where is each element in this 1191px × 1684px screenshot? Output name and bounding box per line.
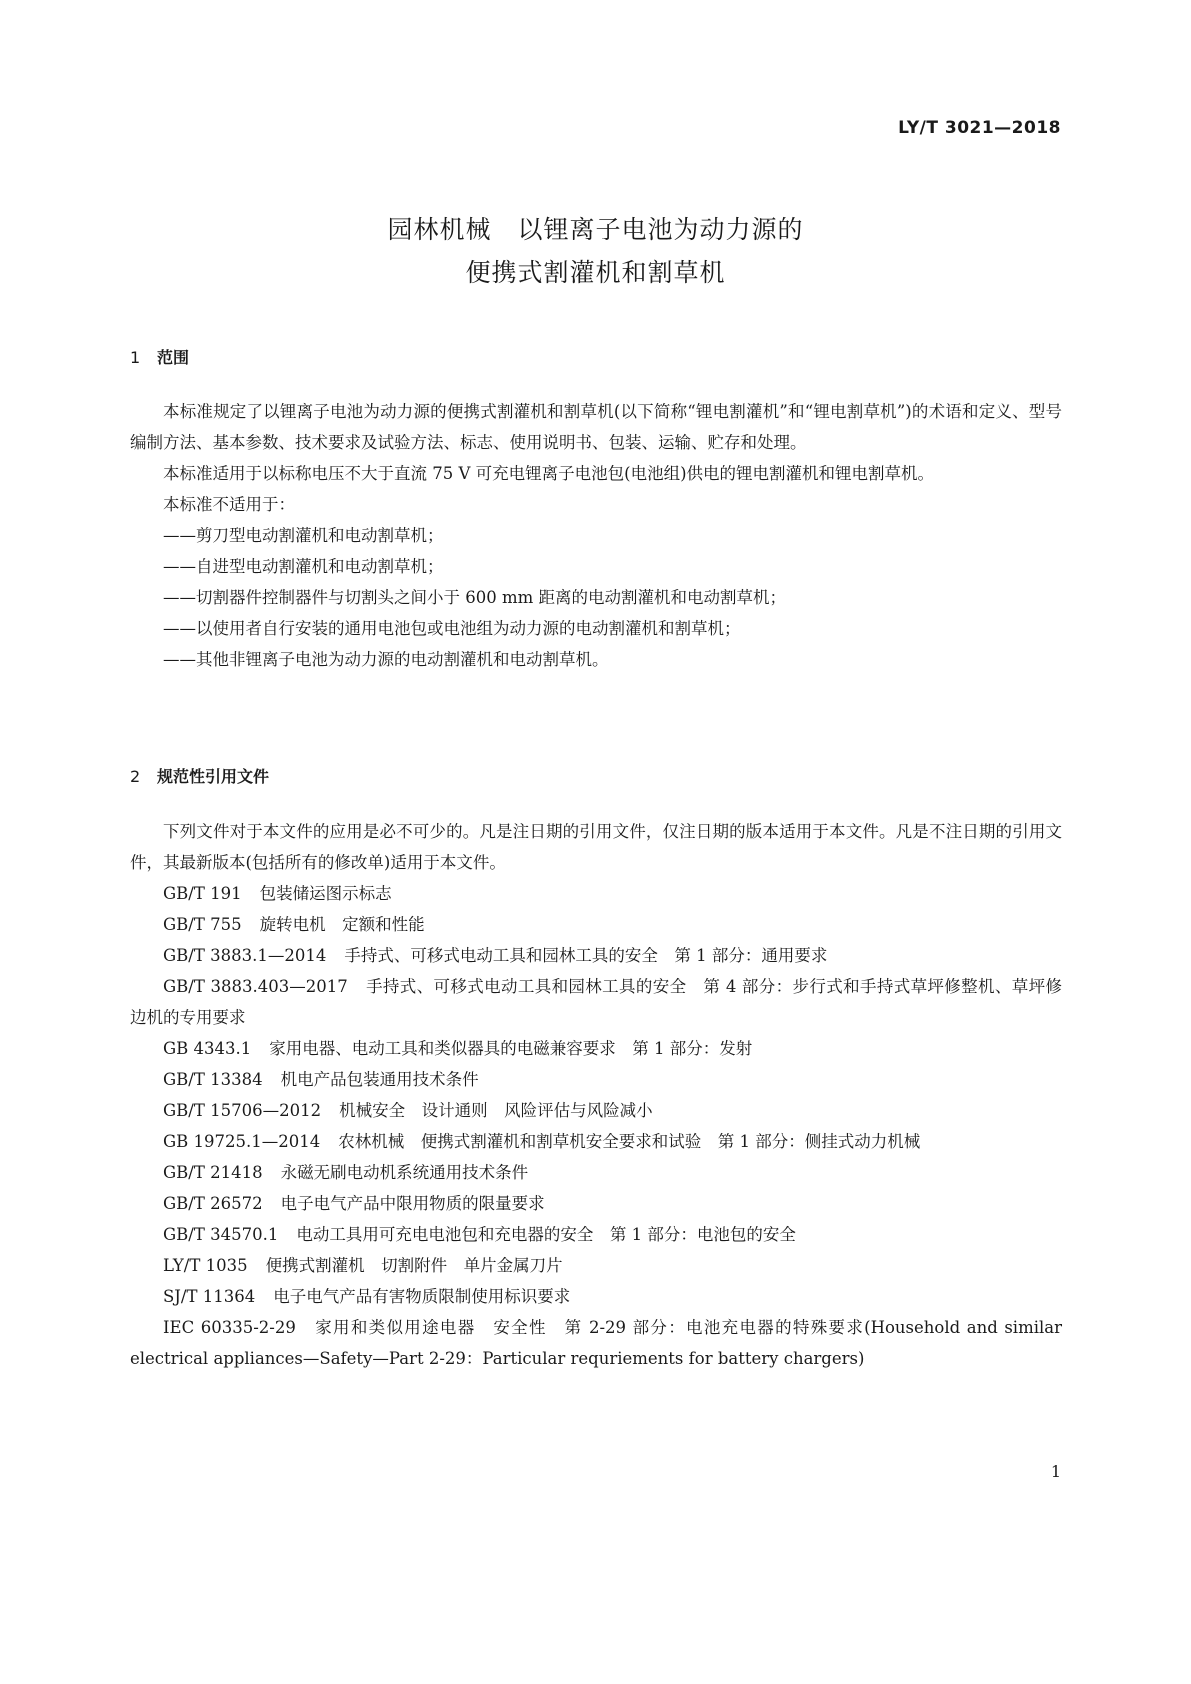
normative-intro: 下列文件对于本文件的应用是必不可少的。凡是注日期的引用文件，仅注日期的版本适用于本文件。凡是不注日期的引用文件，其最新版本(包括所有的修改单)适用于本文件。 [130, 822, 1062, 872]
reference-item [130, 1312, 1062, 1374]
reference-code: GB/T 26572 [163, 1194, 263, 1213]
exclusion-item: ——自进型电动割灌机和电动割草机； [163, 557, 444, 576]
section-number: 2 [130, 767, 141, 786]
reference-code: GB/T 13384 [163, 1070, 263, 1089]
title-line-2: 便携式割灌机和割草机 [465, 258, 726, 287]
reference-title: 便携式割灌机 切割附件 单片金属刀片 [265, 1256, 563, 1275]
reference-title: 电动工具用可充电电池包和充电器的安全 第 1 部分：电池包的安全 [296, 1225, 796, 1244]
reference-code: GB/T 3883.1—2014 [163, 946, 327, 965]
exclusion-item: ——剪刀型电动割灌机和电动割草机； [163, 526, 444, 545]
reference-item [130, 909, 1062, 940]
reference-code: GB/T 15706—2012 [163, 1101, 322, 1120]
reference-title: 电子电气产品中限用物质的限量要求 [280, 1194, 545, 1213]
scope-section-body [130, 396, 1062, 675]
reference-title: 机械安全 设计通则 风险评估与风险减小 [339, 1101, 653, 1120]
reference-code: GB/T 3883.403—2017 [163, 977, 348, 996]
reference-item [130, 1250, 1062, 1281]
reference-title: 包装储运图示标志 [259, 884, 392, 903]
reference-code: SJ/T 11364 [163, 1287, 256, 1306]
section-heading-scope [130, 345, 189, 368]
reference-title: 农林机械 便携式割灌机和割草机安全要求和试验 第 1 部分：侧挂式动力机械 [338, 1132, 921, 1151]
reference-title: 家用电器、电动工具和类似器具的电磁兼容要求 第 1 部分：发射 [269, 1039, 753, 1058]
section-heading-normative-references [130, 764, 269, 787]
scope-paragraph: 本标准规定了以锂离子电池为动力源的便携式割灌机和割草机(以下简称“锂电割灌机”和“锂电割草机”)的术语和定义、型号编制方法、基本参数、技术要求及试验方法、标志、使用说明书、包装、运输、贮存和处理。 [130, 402, 1062, 452]
exclusion-item: ——切割器件控制器件与切割头之间小于 600 mm 距离的电动割灌机和电动割草机； [163, 588, 787, 607]
document-title [0, 208, 1191, 294]
reference-code: GB/T 34570.1 [163, 1225, 279, 1244]
exclusion-item: ——以使用者自行安装的通用电池包或电池组为动力源的电动割灌机和割草机； [163, 619, 741, 638]
reference-code: IEC 60335-2-29 [163, 1318, 296, 1337]
reference-code: GB/T 21418 [163, 1163, 263, 1182]
reference-item [130, 1157, 1062, 1188]
exclusion-item: ——其他非锂离子电池为动力源的电动割灌机和电动割草机。 [163, 650, 609, 669]
reference-item [130, 1219, 1062, 1250]
reference-title: 手持式、可移式电动工具和园林工具的安全 第 1 部分：通用要求 [344, 946, 828, 965]
reference-item [130, 1064, 1062, 1095]
reference-title: 旋转电机 定额和性能 [259, 915, 425, 934]
scope-paragraph: 本标准适用于以标称电压不大于直流 75 V 可充电锂离子电池包(电池组)供电的锂电割灌机和锂电割草机。 [163, 464, 935, 483]
reference-item [130, 1188, 1062, 1219]
reference-title: 手持式、可移式电动工具和园林工具的安全 第 4 部分：步行式和手持式草坪修整机、草坪修边机的专用要求 [130, 977, 1062, 1027]
reference-code: GB 4343.1 [163, 1039, 252, 1058]
reference-title: 家用和类似用途电器 安全性 第 2-29 部分：电池充电器的特殊要求(Household and similar electrical appliances—Safety—Part 2-29：Particular requriements for battery chargers) [130, 1318, 1062, 1368]
standard-code: LY/T 3021—2018 [898, 118, 1061, 138]
reference-title: 机电产品包装通用技术条件 [280, 1070, 479, 1089]
reference-code: GB/T 191 [163, 884, 242, 903]
reference-code: LY/T 1035 [163, 1256, 248, 1275]
section-title: 规范性引用文件 [157, 767, 270, 786]
reference-item [130, 940, 1062, 971]
reference-title: 永磁无刷电动机系统通用技术条件 [280, 1163, 529, 1182]
reference-title: 电子电气产品有害物质限制使用标识要求 [273, 1287, 571, 1306]
reference-item [130, 878, 1062, 909]
reference-item [130, 1095, 1062, 1126]
section-number: 1 [130, 348, 141, 367]
normative-section-body [130, 816, 1062, 1374]
reference-item [130, 1033, 1062, 1064]
reference-item [130, 971, 1062, 1033]
reference-item [130, 1281, 1062, 1312]
title-line-1: 园林机械 以锂离子电池为动力源的 [387, 215, 804, 244]
reference-item [130, 1126, 1062, 1157]
page-number: 1 [1050, 1462, 1061, 1481]
reference-code: GB 19725.1—2014 [163, 1132, 321, 1151]
reference-code: GB/T 755 [163, 915, 242, 934]
scope-paragraph: 本标准不适用于： [163, 495, 295, 514]
section-title: 范围 [157, 348, 190, 367]
